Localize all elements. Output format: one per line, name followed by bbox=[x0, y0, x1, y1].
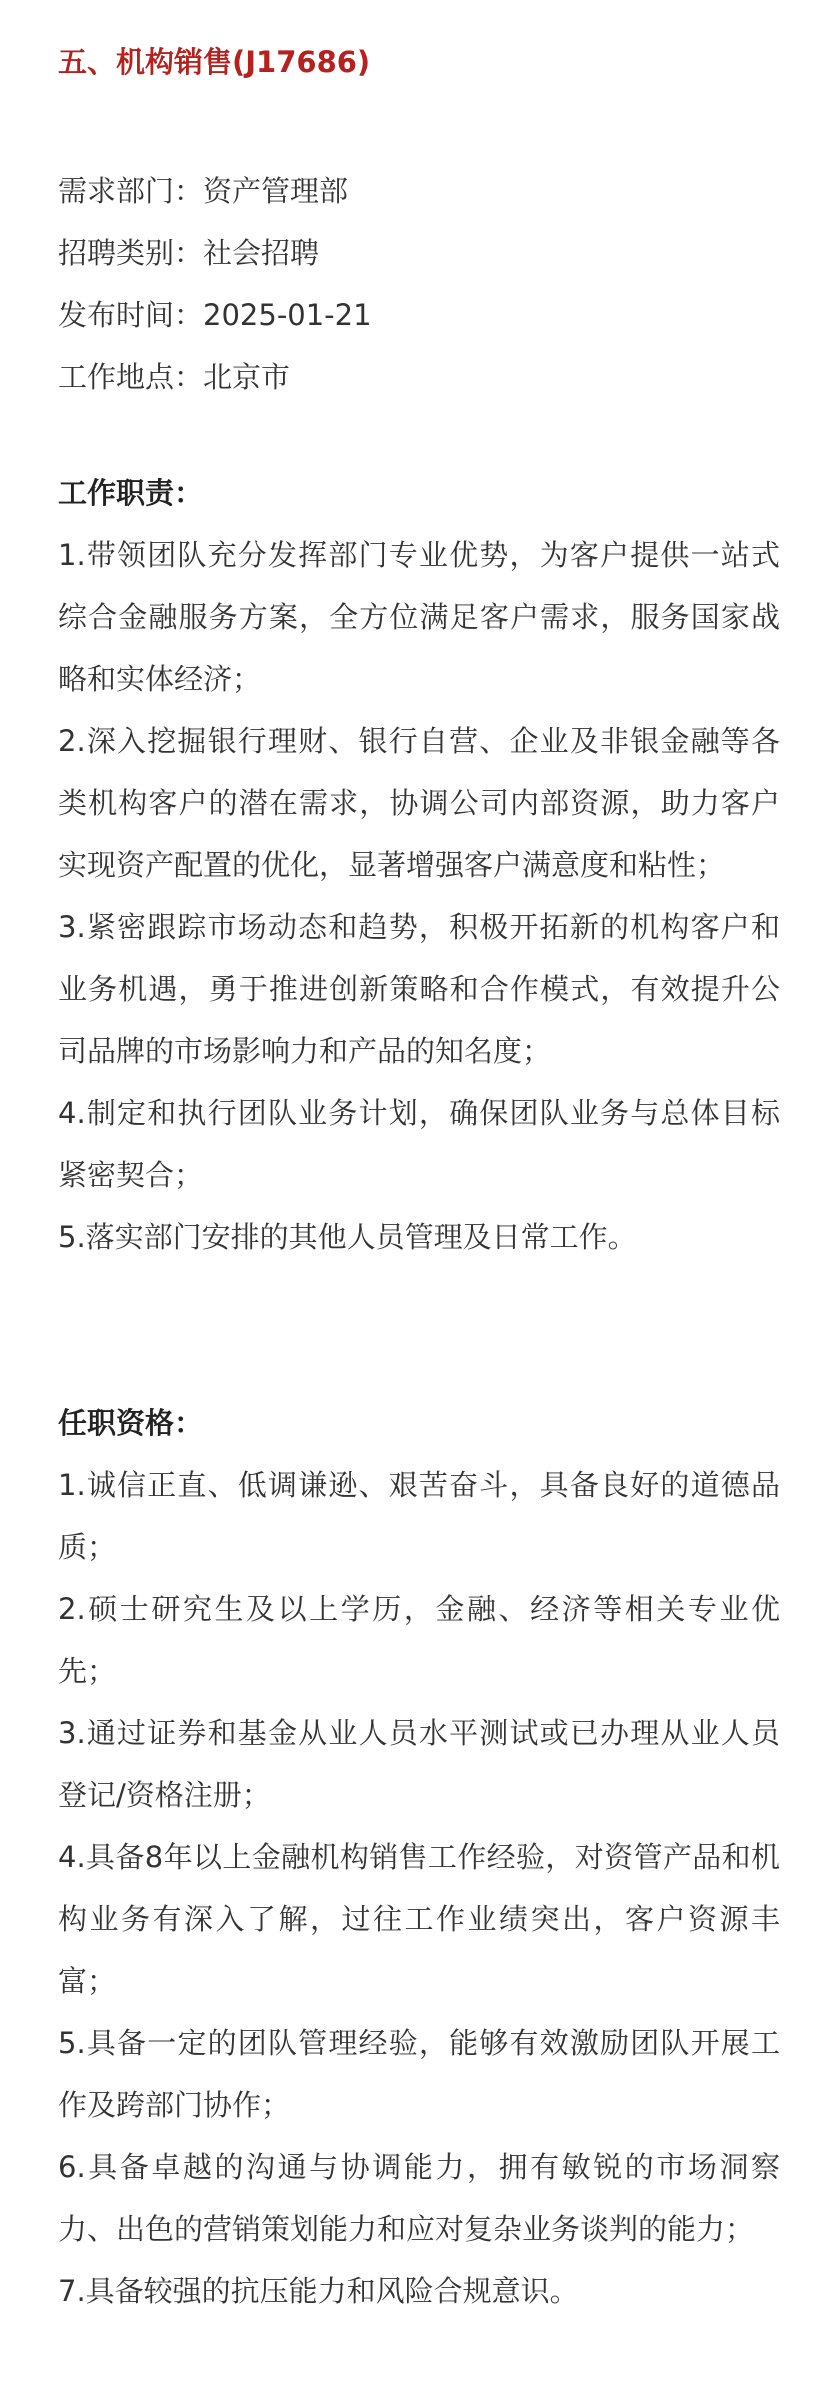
qualification-item: 5.具备一定的团队管理经验，能够有效激励团队开展工作及跨部门协作； bbox=[58, 2026, 780, 2122]
meta-label: 招聘类别： bbox=[58, 236, 204, 270]
meta-location bbox=[58, 346, 372, 408]
meta-label: 需求部门： bbox=[58, 174, 204, 208]
qualifications-heading: 任职资格： bbox=[58, 1406, 204, 1440]
meta-publish-date bbox=[58, 284, 372, 346]
duty-item: 1.带领团队充分发挥部门专业优势，为客户提供一站式综合金融服务方案，全方位满足客户需求，服务国家战略和实体经济； bbox=[58, 538, 780, 696]
qualification-item: 7.具备较强的抗压能力和风险合规意识。 bbox=[58, 2274, 579, 2308]
qualification-item: 3.通过证券和基金从业人员水平测试或已办理从业人员登记/资格注册； bbox=[58, 1716, 780, 1812]
duty-item: 4.制定和执行团队业务计划，确保团队业务与总体目标紧密契合； bbox=[58, 1096, 780, 1192]
meta-value: 2025-01-21 bbox=[203, 298, 372, 332]
duties-section bbox=[58, 462, 780, 1268]
qualification-item: 2.硕士研究生及以上学历，金融、经济等相关专业优先； bbox=[58, 1592, 780, 1688]
meta-value: 北京市 bbox=[203, 360, 291, 394]
meta-label: 发布时间： bbox=[58, 298, 204, 332]
duty-item: 2.深入挖掘银行理财、银行自营、企业及非银金融等各类机构客户的潜在需求，协调公司内部资源，助力客户实现资产配置的优化，显著增强客户满意度和粘性； bbox=[58, 724, 780, 882]
job-title: 五、机构销售(J17686) bbox=[58, 45, 371, 79]
qualifications-list bbox=[58, 1454, 780, 2322]
duty-item: 5.落实部门安排的其他人员管理及日常工作。 bbox=[58, 1220, 637, 1254]
meta-value: 社会招聘 bbox=[203, 236, 320, 270]
meta-category bbox=[58, 222, 372, 284]
qualification-item: 4.具备8年以上金融机构销售工作经验，对资管产品和机构业务有深入了解，过往工作业绩突出，客户资源丰富； bbox=[58, 1840, 780, 1998]
duties-list bbox=[58, 524, 780, 1268]
meta-value: 资产管理部 bbox=[203, 174, 349, 208]
qualification-item: 6.具备卓越的沟通与协调能力，拥有敏锐的市场洞察力、出色的营销策划能力和应对复杂业务谈判的能力； bbox=[58, 2150, 780, 2246]
job-meta-list bbox=[58, 160, 372, 408]
meta-department bbox=[58, 160, 372, 222]
qualifications-section bbox=[58, 1392, 780, 2322]
duty-item: 3.紧密跟踪市场动态和趋势，积极开拓新的机构客户和业务机遇，勇于推进创新策略和合作模式，有效提升公司品牌的市场影响力和产品的知名度； bbox=[58, 910, 780, 1068]
qualification-item: 1.诚信正直、低调谦逊、艰苦奋斗，具备良好的道德品质； bbox=[58, 1468, 780, 1564]
meta-label: 工作地点： bbox=[58, 360, 204, 394]
duties-heading: 工作职责： bbox=[58, 476, 204, 510]
